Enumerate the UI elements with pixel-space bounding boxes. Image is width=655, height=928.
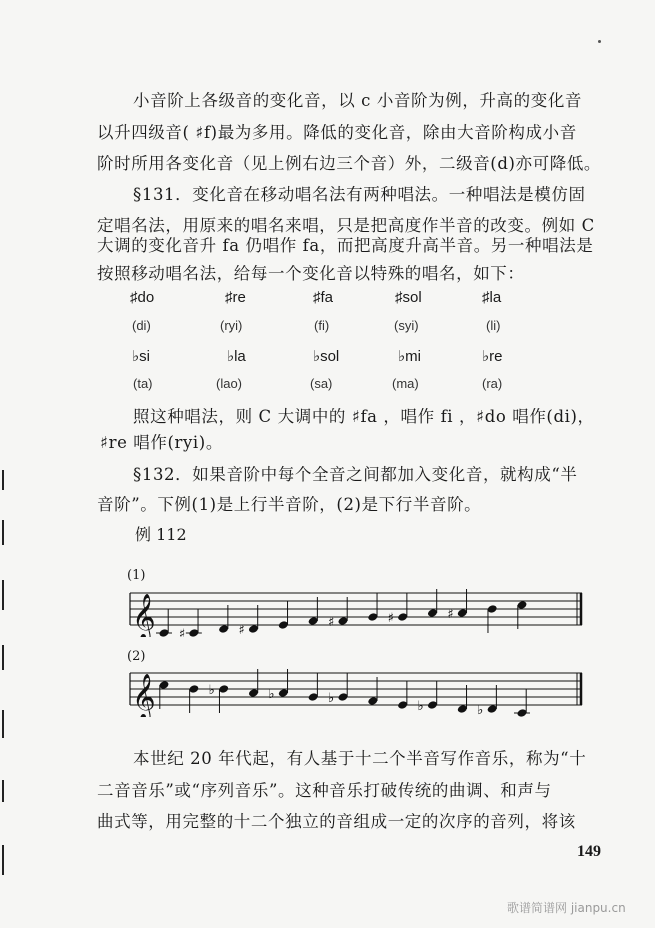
text-line: 按照移动唱名法，给每一个变化音以特殊的唱名，如下： xyxy=(97,264,525,283)
solfa-syllable: (ta) xyxy=(133,376,153,391)
flat-icon: ♭ xyxy=(328,691,335,706)
solfa-name: ♯la xyxy=(482,289,502,306)
solfa-name: ♯fa xyxy=(313,289,334,306)
text-line: 小音阶上各级音的变化音，以 c 小音阶为例，升高的变化音 xyxy=(133,91,583,110)
text-line: 本世纪 20 年代起，有人基于十二个半音写作音乐，称为“十 xyxy=(133,749,587,768)
solfa-syllable: (sa) xyxy=(310,376,333,391)
flat-icon: ♭ xyxy=(417,699,424,714)
solfa-name: ♯do xyxy=(130,289,155,306)
text-line: 以升四级音( ♯f)最为多用。降低的变化音，除由大音阶构成小音 xyxy=(97,123,577,142)
sharp-icon: ♯ xyxy=(238,623,245,637)
solfa-flat-row xyxy=(130,347,530,369)
staff-label: (1) xyxy=(127,568,146,583)
text-line: 音阶”。下例(1)是上行半音阶，(2)是下行半音阶。 xyxy=(97,495,482,514)
solfa-name: ♭la xyxy=(227,348,246,365)
watermark: 歌谱简谱网 jianpu.cn xyxy=(507,901,626,915)
text-line: 定唱名法，用原来的唱名来唱，只是把高度作半音的改变。例如 C xyxy=(97,216,595,235)
solfa-syllable: (li) xyxy=(486,318,501,333)
sharp-icon: ♯ xyxy=(328,615,335,630)
example-label: 例 112 xyxy=(135,525,187,544)
text-line: 大调的变化音升 fa 仍唱作 fa，而把高度升高半音。另一种唱法是 xyxy=(97,236,594,255)
descending-staff-svg xyxy=(120,665,590,717)
staff-ascending xyxy=(120,585,590,641)
solfa-name: ♯sol xyxy=(395,289,422,306)
treble-clef-icon: 𝄞 xyxy=(132,674,156,717)
text-line: 照这种唱法，则 C 大调中的 ♯fa ，唱作 fi ，♯do 唱作(di)， xyxy=(133,407,595,426)
solfa-syllable: (syi) xyxy=(394,318,419,333)
flat-icon: ♭ xyxy=(208,683,215,698)
solfa-syllable: (fi) xyxy=(314,318,330,333)
treble-clef-icon: 𝄞 xyxy=(132,594,156,637)
sharp-icon: ♯ xyxy=(447,607,454,622)
ascending-staff-svg xyxy=(120,585,590,637)
flat-icon: ♭ xyxy=(477,703,484,717)
solfa-syllable: (di) xyxy=(132,318,151,333)
solfa-syllable: (ryi) xyxy=(220,318,243,333)
text-line: §132．如果音阶中每个全音之间都加入变化音，就构成“半 xyxy=(133,465,578,484)
staff-label: (2) xyxy=(127,649,146,664)
sharp-icon: ♯ xyxy=(178,627,186,637)
solfa-syllable: (ra) xyxy=(482,376,503,391)
text-line: 二音音乐”或“序列音乐”。这种音乐打破传统的曲调、和声与 xyxy=(97,781,552,800)
text-line: §131．变化音在移动唱名法有两种唱法。一种唱法是模仿固 xyxy=(133,185,586,204)
solfa-name: ♭si xyxy=(132,348,150,365)
solfa-sharp-row xyxy=(130,289,530,311)
text-line: 阶时所用各变化音（见上例右边三个音）外，二级音(d)亦可降低。 xyxy=(97,154,602,173)
solfa-syllable: (lao) xyxy=(216,376,243,391)
sharp-icon: ♯ xyxy=(387,611,394,626)
text-line: ♯re 唱作(ryi)。 xyxy=(100,433,223,452)
solfa-name: ♭sol xyxy=(313,348,340,365)
solfa-flat-syllable-row xyxy=(130,376,530,398)
staff-descending xyxy=(120,665,590,721)
text-line: 曲式等，用完整的十二个独立的音组成一定的次序的音列，将该 xyxy=(97,812,576,831)
solfa-sharp-syllable-row xyxy=(130,318,530,340)
scan-binding-edge xyxy=(0,470,6,890)
scan-speck xyxy=(598,40,601,43)
flat-icon: ♭ xyxy=(268,687,275,702)
solfa-name: ♯re xyxy=(225,289,246,306)
solfa-name: ♭re xyxy=(482,348,503,365)
page-number: 149 xyxy=(577,843,601,860)
solfa-syllable: (ma) xyxy=(392,376,419,391)
solfa-name: ♭mi xyxy=(398,348,421,365)
